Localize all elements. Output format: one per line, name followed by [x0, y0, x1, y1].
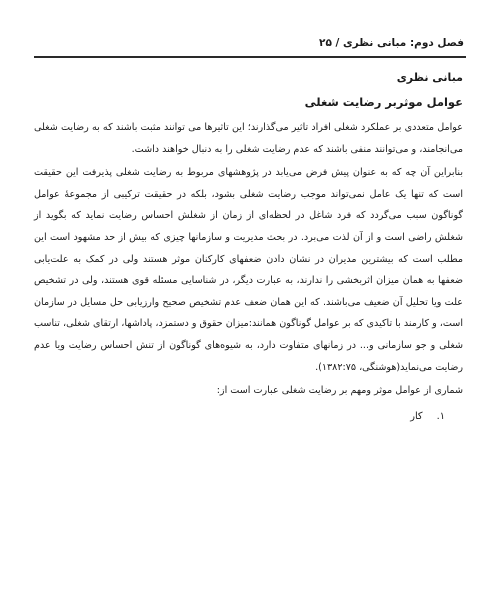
subsection-title: عوامل موثربر رضایت شغلی: [304, 95, 463, 109]
list-item-text: کار: [410, 410, 423, 422]
paragraph-3: شماری از عوامل موثر ومهم بر رضایت شغلی عبارت است از:: [216, 385, 463, 397]
paragraph-1: عوامل متعددی بر عملکرد شغلی افراد تاثیر می‌گذارند؛ این تاثیرها می توانند مثبت باشند که به رضایت شغلی می‌انجامند، و می‌توانند منفی باشند که عدم رضایت شغلی را به دنبال خواهند داشت.: [34, 122, 463, 155]
section-title: مبانی نظری: [396, 71, 463, 84]
running-header: فصل دوم: مبانی نظری / ۲۵: [319, 37, 464, 49]
page-body: [34, 70, 463, 426]
list-item: [34, 408, 463, 426]
header-divider: [34, 56, 466, 58]
list-item-number: ۱.: [436, 410, 445, 422]
paragraph-2: بنابراین آن چه که به عنوان پیش فرض می‌یابد در پژوهشهای مربوط به رضایت شغلی پذیرفت این حقیقت است که تنها یک عامل نمی‌تواند موجب رضایت شغلی بشود، بلکه در حقیقت ترکیبی از مجموعهٔ عوامل گوناگون سبب می‌گردد که فرد شاغل در لحظه‌ای از زمان از شغلش احساس رضایت نماید که بگوید از شغلش راضی است و از آن لذت می‌برد. در بحث مدیریت و سازمانها چیزی که بیش از حد مشهود است این مطلب است که بیشترین مدیران در نشان دادن ضعفهای کارکنان موثر هستند ولی در کمک به علت‌یابی ضعفها به همان میزان اثربخشی را ندارند، به عبارت دیگر، در شناسایی مسئله قوی هستند، ولی در تشخیص علت ویا تحلیل آن ضعیف می‌باشند. که این همان ضعف عدم تشخیص صحیح وارزیابی حل مسایل در سازمان است، و کارمند با تاکیدی که بر عوامل گوناگون همانند:میزان حقوق و دستمزد، پاداشها، ارتقای شغلی، تناسب شغلی و جو سازمانی و... در زمانهای متفاوت دارد، به شیوه‌های گوناگون از تنش احساس رضایت ویا عدم رضایت می‌نماید(هوشنگی، ۱۳۸۲:۷۵).: [34, 167, 463, 373]
